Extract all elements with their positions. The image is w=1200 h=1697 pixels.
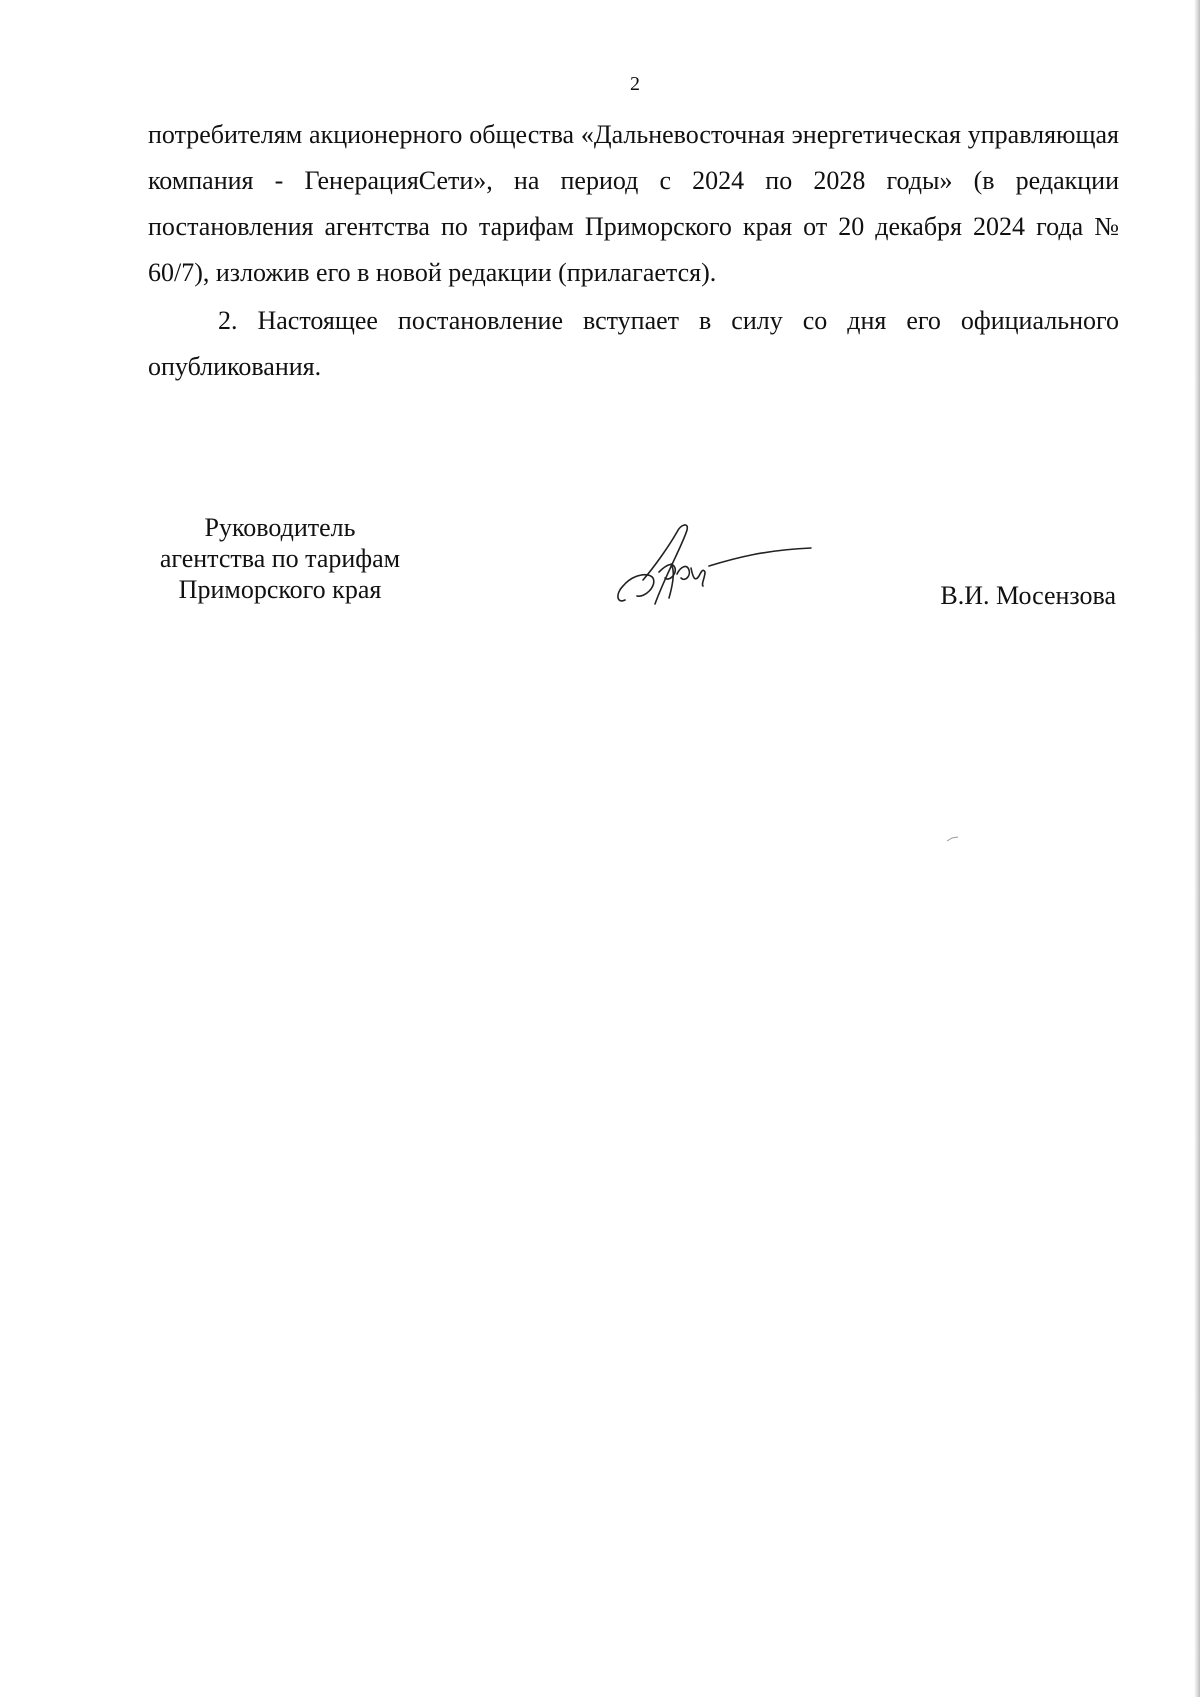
signatory-position-line-2: агентства по тарифам	[159, 544, 401, 573]
signatory-position-line-3: Приморского края	[178, 575, 382, 604]
document-body	[148, 112, 1119, 390]
page-number: 2	[630, 73, 640, 95]
paragraph-continuation: потребителям акционерного общества «Дальневосточная энергетическая управляющая компания - ГенерацияСети», на период с 2024 по 2028 годы» (в редакции постановления агентства по тарифам Приморского края от 20 декабря 2024 года № 60/7), изложив его в новой редакции (прилагается).	[148, 120, 1119, 287]
paragraph-2: 2. Настоящее постановление вступает в силу со дня его официального опубликования.	[148, 306, 1119, 381]
scan-edge	[1194, 0, 1200, 1697]
signature-icon	[615, 518, 815, 614]
signatory-position-line-1: Руководитель	[204, 513, 356, 542]
signatory-name: В.И. Мосензова	[940, 581, 1116, 610]
signatory-position	[140, 512, 420, 605]
scan-speck	[946, 835, 960, 843]
